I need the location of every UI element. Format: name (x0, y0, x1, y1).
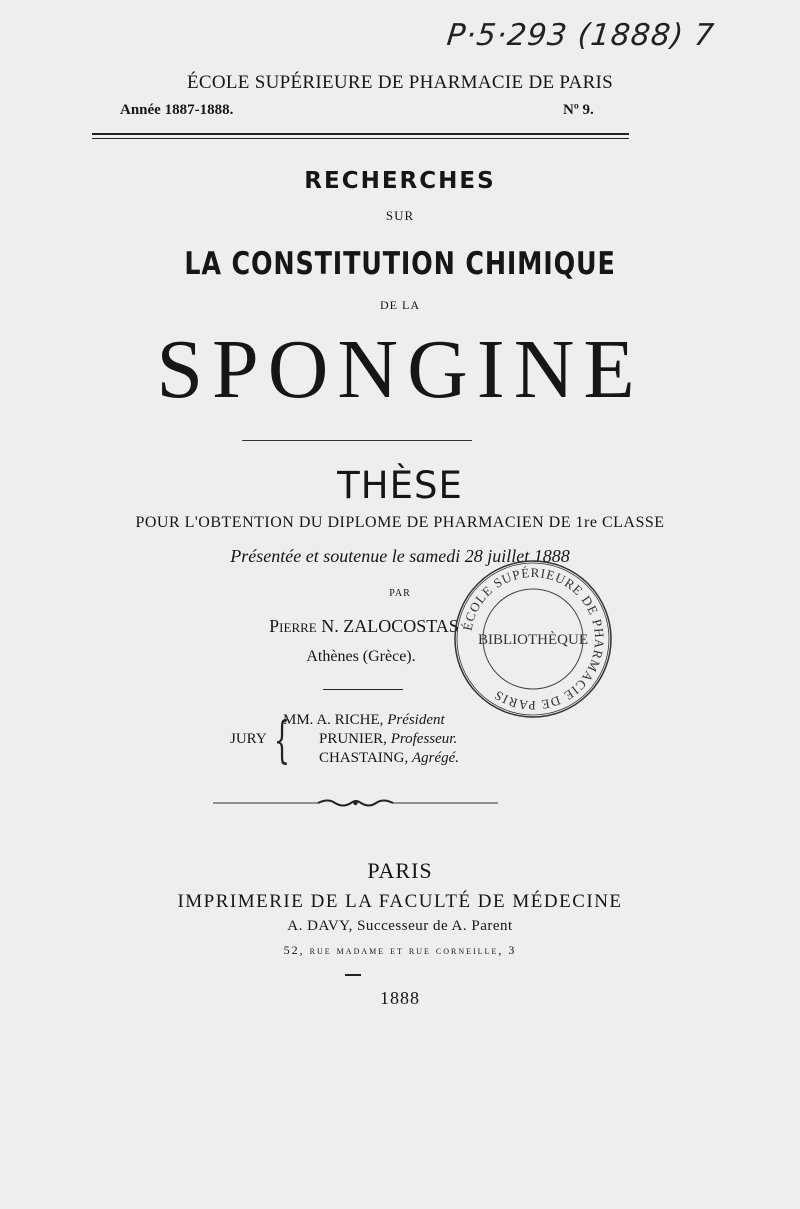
imprint-year: 1888 (380, 988, 420, 1008)
title-sur: SUR (385, 208, 415, 223)
author-surname: N. ZALOCOSTAS (316, 616, 459, 636)
title-recherches: RECHERCHES (304, 168, 496, 194)
thesis-number: Nº 9. (563, 102, 594, 118)
header-rule (92, 133, 629, 135)
jury-member (319, 731, 457, 748)
jury-member (283, 712, 445, 729)
jury-label: JURY (230, 731, 267, 747)
stamp-ring-text: ÉCOLE SUPÉRIEURE DE PHARMACIE DE PARIS (459, 564, 608, 714)
jury-member-role: Professeur. (390, 731, 458, 747)
author-origin: Athènes (Grèce). (306, 648, 416, 665)
imprint-successor: A. DAVY, Successeur de A. Parent (287, 918, 513, 934)
imprint-printer: IMPRIMERIE DE LA FACULTÉ DE MÉDECINE (177, 891, 623, 912)
jury-member-name: MM. A. RICHE, (283, 712, 388, 728)
jury-member-role: Président (387, 712, 445, 728)
imprint-address: 52, rue madame et rue corneille, 3 (283, 943, 517, 957)
jury-member-name: PRUNIER, (319, 731, 391, 747)
handwritten-shelfmark: P·5·293 (1888) 7 (444, 18, 716, 53)
jury-member-role: Agrégé. (411, 750, 460, 766)
author-divider (323, 689, 403, 690)
imprint-divider (345, 974, 361, 976)
title-constitution: LA CONSTITUTION CHIMIQUE (184, 246, 616, 282)
jury-member (319, 750, 459, 767)
imprint-city: PARIS (367, 858, 433, 883)
library-stamp-icon (452, 558, 614, 720)
header-rule-thin (92, 138, 629, 139)
jury-member-name: CHASTAING, (319, 750, 412, 766)
these-heading: THÈSE (337, 464, 463, 507)
title-divider (242, 440, 472, 441)
title-spongine: SPONGINE (156, 323, 644, 416)
thesis-purpose: POUR L'OBTENTION DU DIPLOME DE PHARMACIEN DE 1re CLASSE (135, 514, 665, 531)
fleuron-ornament-icon (213, 796, 498, 810)
title-de-la: DE LA (380, 298, 420, 312)
jury-brace-icon: { (273, 711, 290, 769)
author-first-name: Pierre (269, 616, 317, 636)
par-label: PAR (389, 588, 411, 599)
stamp-center-text: BIBLIOTHÈQUE (478, 632, 588, 648)
school-name: ÉCOLE SUPÉRIEURE DE PHARMACIE DE PARIS (186, 72, 614, 93)
academic-year: Année 1887-1888. (120, 102, 234, 118)
thesis-presented: Présentée et soutenue le samedi 28 juillet 1888 (230, 546, 570, 566)
author-name (0, 616, 728, 637)
